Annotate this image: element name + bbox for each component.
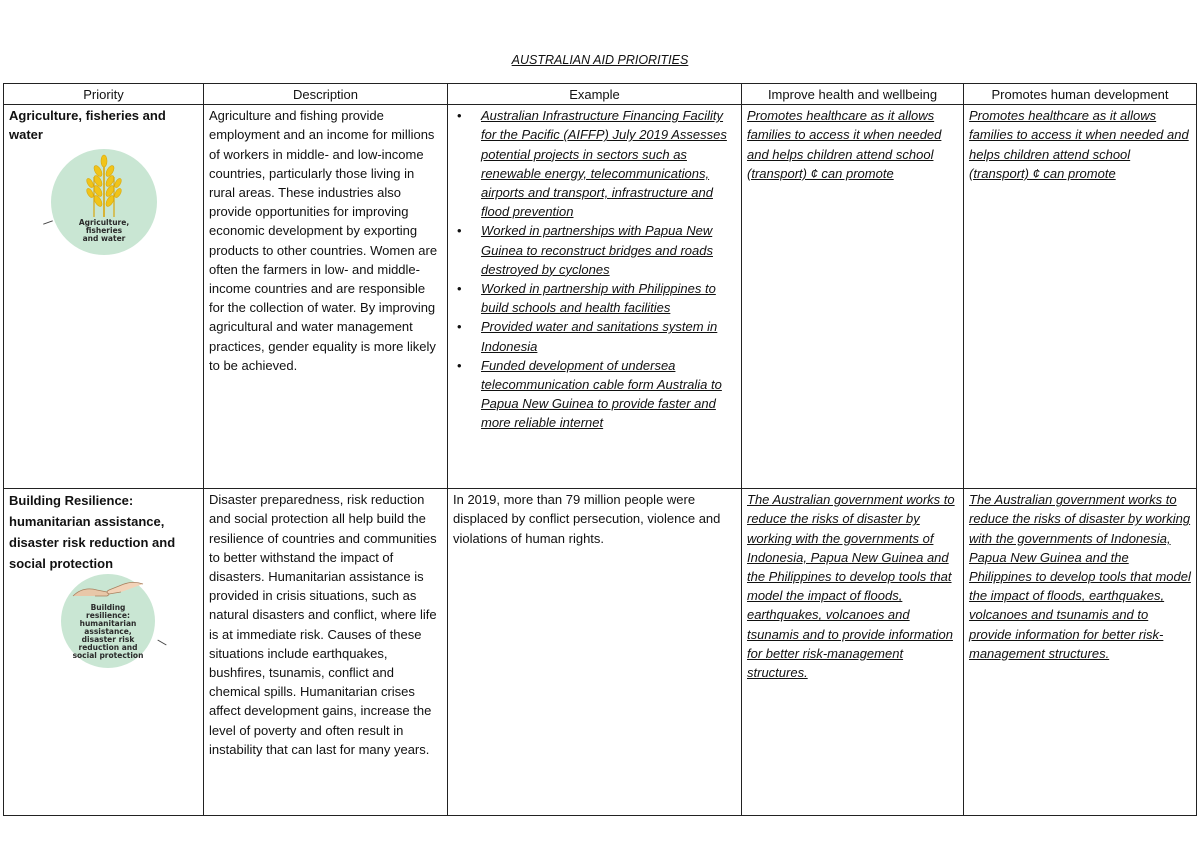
header-description: Description (204, 84, 448, 105)
table-header-row (4, 84, 1197, 105)
icon-caption: Agriculture, fisheries and water (78, 217, 130, 243)
hands-graphic (61, 574, 155, 604)
example-text: Australian Infrastructure Financing Facility for the Pacific (AIFFP) July 2019 Assesses potential projects in sectors such as renewable energy, telecommunications, airports and transport, infrastructure and flood prevention (481, 108, 727, 220)
list-item (453, 317, 737, 355)
priority-cell (4, 105, 204, 489)
header-example: Example (448, 84, 742, 105)
resilience-badge (9, 574, 199, 669)
description-cell: Agriculture and fishing provide employment and an income for millions of workers in middle- and low-income countries, particularly those living in rural areas. These industries also provide opportunities for improving economic development by exporting products to other countries. Women are often the farmers in low- and middle-income countries and are responsible for the collection of water. By improving agricultural and water management practices, gender equality is more likely to be achieved. (204, 105, 448, 489)
wheat-graphic (51, 149, 157, 219)
header-development: Promotes human development (964, 84, 1197, 105)
pointer-line (157, 640, 166, 646)
header-priority: Priority (4, 84, 204, 105)
agriculture-badge (9, 145, 199, 255)
priority-cell (4, 489, 204, 816)
health-cell: The Australian government works to reduce the risks of disaster by working with the governments of Indonesia, Papua New Guinea and the Philippines to develop tools that model the impact of floods, earthquakes, volcanoes and tsunamis and to provide information for better risk-management structures. (742, 489, 964, 816)
table-row (4, 489, 1197, 816)
aid-priorities-table (3, 83, 1197, 816)
helping-hands-icon (61, 574, 155, 668)
example-text: Worked in partnerships with Papua New Guinea to reconstruct bridges and roads destroyed by cyclones (481, 223, 713, 277)
example-text: Provided water and sanitations system in Indonesia (481, 319, 718, 354)
bullet-icon: • (457, 281, 462, 297)
icon-caption: Building resilience: humanitarian assistance, disaster risk reduction and social protection (72, 603, 144, 661)
health-cell: Promotes healthcare as it allows families to access it when needed and helps children attend school (transport) ¢ can promote (742, 105, 964, 489)
list-item (453, 221, 737, 279)
bullet-icon: • (457, 223, 462, 239)
example-list (453, 106, 737, 432)
example-cell (448, 105, 742, 489)
list-item (453, 106, 737, 221)
example-text: Funded development of undersea telecommunication cable form Australia to Papua New Guinea to provide faster and more reliable internet (481, 357, 722, 431)
priority-title: Building Resilience: humanitarian assistance, disaster risk reduction and social protection (9, 493, 176, 572)
development-cell: Promotes healthcare as it allows families to access it when needed and helps children attend school (transport) ¢ can promote (964, 105, 1197, 489)
bullet-icon: • (457, 319, 462, 335)
document-title: AUSTRALIAN AID PRIORITIES (511, 53, 689, 67)
bullet-icon: • (457, 108, 462, 124)
description-cell: Disaster preparedness, risk reduction and social protection all help build the resilience of countries and communities to better withstand the impact of disasters. Humanitarian assistance is provided in crisis situations, such as natural disasters and conflict, where life is at immediate risk. Causes of these situations include earthquakes, bushfires, tsunamis, conflict and chemical spills. Humanitarian crises affect development gains, increase the level of poverty and often result in instability that can last for many years. (204, 489, 448, 816)
table-row (4, 105, 1197, 489)
priority-title: Agriculture, fisheries and water (9, 108, 166, 143)
header-health: Improve health and wellbeing (742, 84, 964, 105)
list-item (453, 279, 737, 317)
bullet-icon: • (457, 357, 462, 373)
list-item (453, 356, 737, 433)
example-text: Worked in partnership with Philippines to build schools and health facilities (481, 281, 716, 316)
development-cell: The Australian government works to reduce the risks of disaster by working with the governments of Indonesia, Papua New Guinea and the Philippines to develop tools that model the impact of floods, earthquakes, volcanoes and tsunamis and to provide information for better risk-management structures. (964, 489, 1197, 816)
wheat-icon (51, 149, 157, 255)
example-cell: In 2019, more than 79 million people were displaced by conflict persecution, violence and violations of human rights. (448, 489, 742, 816)
